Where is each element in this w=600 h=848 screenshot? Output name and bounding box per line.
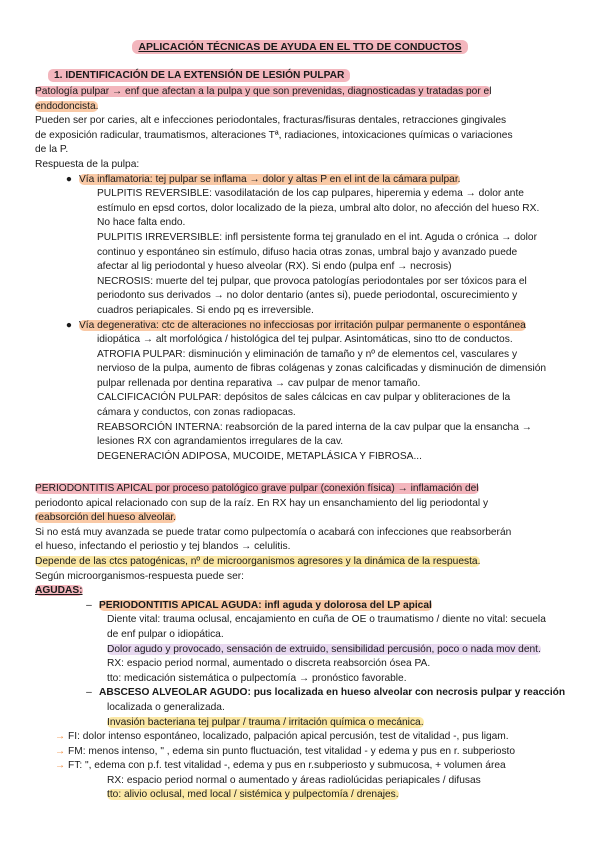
text-line: CALCIFICACIÓN PULPAR: depósitos de sales cálcicas en cav pulpar y obliteraciones de la	[97, 392, 511, 404]
text-line: pulpar rellenada por dentina reparativa → cav pulpar de menor tamaño.	[97, 377, 421, 389]
title-text: APLICACIÓN TÉCNICAS DE AYUDA EN EL TTO DE CONDUCTOS	[132, 40, 467, 54]
text-line: Si no está muy avanzada se puede tratar como pulpectomía o acabará con infecciones que reabsorberán	[35, 526, 512, 538]
text-line: PERIODONTITIS APICAL por proceso patológico grave pulpar (conexión física) → inflamación del	[35, 483, 479, 494]
list-item: ● Vía inflamatoria: tej pulpar se inflama → dolor y altas P en el int de la cámara pulpar.	[35, 173, 580, 188]
text-line: lesiones RX con agrandamientos irregulares de la cav.	[97, 436, 344, 448]
text-line: RX: espacio period normal, aumentado o discreta reabsorción ósea PA.	[107, 658, 431, 670]
bullet-icon: ●	[65, 173, 73, 185]
text-line: cuadros periapicales. Si endo pq es irreversible.	[97, 304, 314, 316]
text-line: → FI: dolor intenso espontáneo, localizado, palpación apical percusión, test de vitalidad -, pus ligam.	[55, 731, 509, 743]
right-arrow-icon: →	[55, 760, 69, 772]
list-item: ● Vía degenerativa: ctc de alteraciones no infecciosas por irritación pulpar permanente o espontánea	[35, 319, 580, 334]
dash-icon: –	[86, 599, 92, 611]
text-line: localizada o generalizada.	[107, 701, 225, 713]
text-line: nervioso de la pulpa, aumento de fibras colágenas y zonas calcificadas y disminución de dimensión	[97, 363, 547, 375]
text-line: Depende de las ctcs patogénicas, nº de microorganismos agresores y la dinámica de la respuesta.	[35, 555, 481, 567]
text-line: PULPITIS IRREVERSIBLE: infl persistente forma tej granulado en el int. Aguda o crónica → dolor	[97, 231, 537, 243]
text-line: Patología pulpar → enf que afectan a la pulpa y que son prevenidas, diagnosticadas y tratadas por el	[35, 86, 492, 97]
text-line: → FT: ", edema con p.f. test vitalidad -, edema y pus en r.subperiosto y submucosa, + volumen área	[55, 760, 506, 772]
text-line: endodoncista.	[35, 100, 99, 112]
text-line: Respuesta de la pulpa:	[35, 158, 140, 170]
section-1-heading: 1. IDENTIFICACIÓN DE LA EXTENSIÓN DE LESIÓN PULPAR	[48, 69, 350, 84]
text-line: NECROSIS: muerte del tej pulpar, que provoca patologías periodontales por ser tóxicos para el	[97, 275, 527, 287]
text-line: de enf pulpar o idiopática.	[107, 628, 224, 640]
text-line: estímulo en epsd cortos, dolor localizado de la pieza, umbral alto dolor, no afección del hueso RX.	[97, 202, 540, 214]
dash-icon: –	[86, 687, 92, 699]
text-line: de exposición radicular, traumatismos, alteraciones Tª, radiaciones, intoxicaciones químicas o variaciones	[35, 129, 513, 141]
text-line: → FM: menos intenso, " , edema sin punto fluctuación, test vitalidad - y edema y pus en r. subperiosto	[55, 745, 516, 757]
section-1-body	[35, 85, 580, 464]
text-line: AGUDAS:	[35, 585, 83, 597]
right-arrow-icon: →	[55, 745, 69, 757]
text-line: ATROFIA PULPAR: disminución y eliminación de tamaño y nº de elementos cel, vasculares y	[97, 348, 518, 360]
text-line: DEGENERACIÓN ADIPOSA, MUCOIDE, METAPLÁSICA Y FIBROSA...	[97, 450, 422, 462]
text-line: continuo y espontáneo sin estímulo, difuso hacia otras zonas, umbral bajo y avanzado puede	[97, 246, 518, 258]
document-title	[0, 40, 600, 55]
text-line: de la P.	[35, 144, 69, 156]
text-line: reabsorción del hueso alveolar.	[35, 512, 177, 524]
text-line: periodonto apical relacionado con sup de la raíz. En RX hay un ensanchamiento del lig periodontal y	[35, 497, 489, 509]
text-line: periodonto sus derivados → no dolor dentario (antes si), puede periodontal, oscurecimiento y	[97, 290, 518, 302]
section-2-body	[35, 482, 580, 803]
list-item: – ABSCESO ALVEOLAR AGUDO: pus localizada en hueso alveolar con necrosis pulpar y reacción	[35, 686, 580, 701]
text-line: afectar al lig periodontal y hueso alveolar (RX). Si endo (pulpa enf → necrosis)	[97, 261, 452, 273]
text-line: Dolor agudo y provocado, sensación de extruido, sensibilidad percusión, poco o nada mov dent.	[107, 643, 541, 655]
text-line: el hueso, infectando el periostio y tej blandos → celulitis.	[35, 541, 291, 553]
list-item: – PERIODONTITIS APICAL AGUDA: infl aguda y dolorosa del LP apical	[35, 599, 580, 614]
text-line: No hace falta endo.	[97, 217, 186, 229]
text-line: idiopática → alt morfológica / histológica del tej pulpar. Asintomáticas, sino tto de conductos.	[97, 334, 513, 346]
text-line: Según microorganismos-respuesta puede ser:	[35, 570, 244, 582]
right-arrow-icon: →	[55, 731, 69, 743]
text-line: Pueden ser por caries, alt e infecciones periodontales, fracturas/fisuras dentales, retracciones gingivales	[35, 115, 507, 127]
text-line: REABSORCIÓN INTERNA: reabsorción de la pared interna de la cav pulpar que la ensancha →	[97, 421, 532, 433]
text-line: cámara y conductos, con zonas radiopacas.	[97, 407, 296, 419]
text-line: tto: medicación sistemática o pulpectomía → pronóstico favorable.	[107, 672, 407, 684]
text-line: PULPITIS REVERSIBLE: vasodilatación de los cap pulpares, hiperemia y edema → dolor ante	[97, 188, 524, 200]
bullet-icon: ●	[65, 319, 73, 331]
text-line: Invasión bacteriana tej pulpar / trauma / irritación química o mecánica.	[107, 716, 424, 728]
text-line: RX: espacio period normal o aumentado y áreas radiolúcidas periapicales / difusas	[107, 774, 481, 786]
text-line: Diente vital: trauma oclusal, encajamiento en cuña de OE o traumatismo / diente no vital: secuela	[107, 614, 546, 626]
text-line: tto: alivio oclusal, med local / sistémica y pulpectomía / drenajes.	[107, 789, 399, 801]
